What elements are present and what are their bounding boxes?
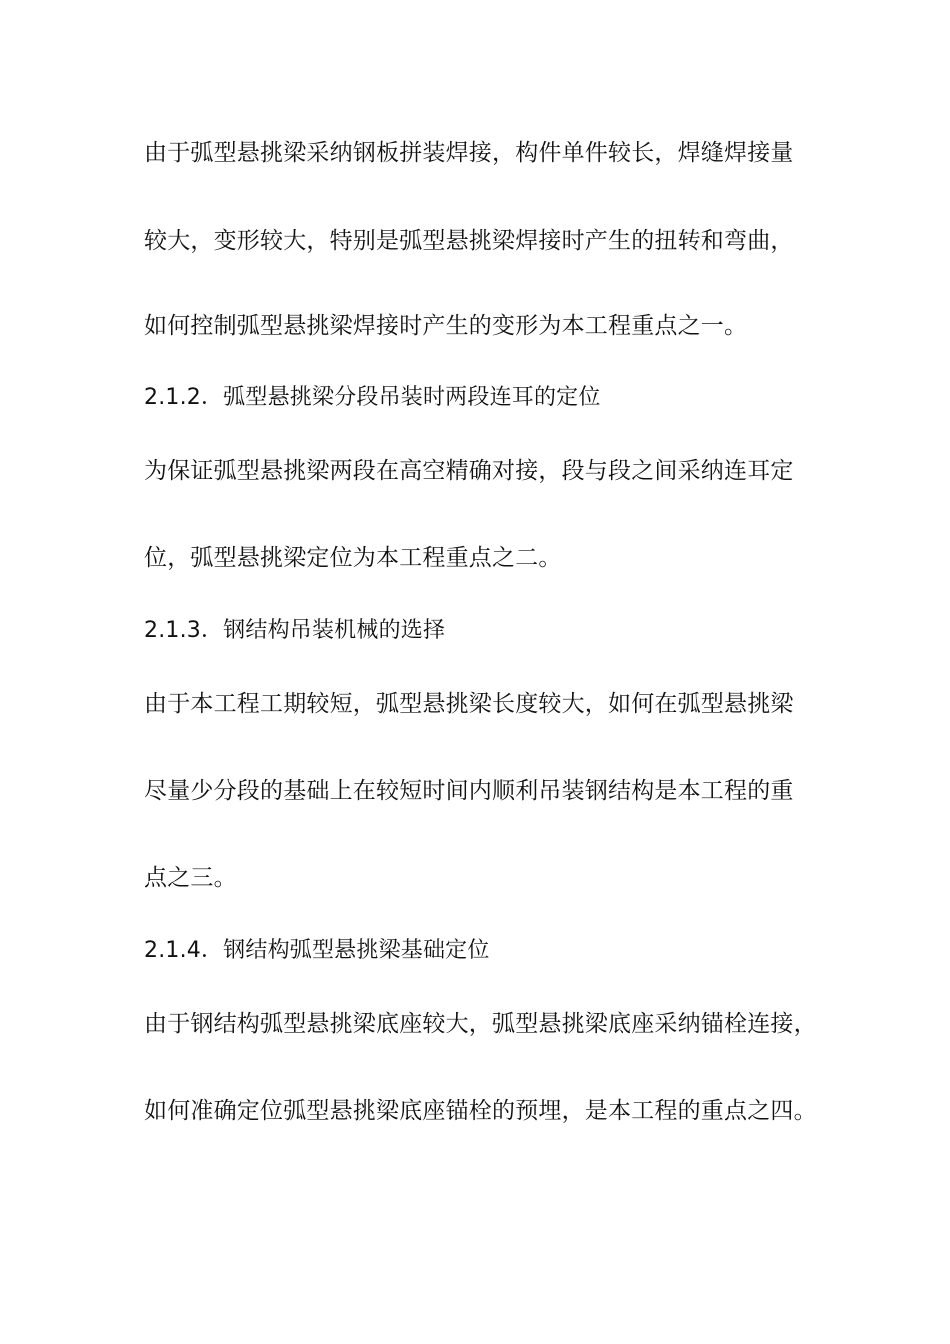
para1-line2: 较大，变形较大，特别是弧型悬挑梁焊接时产生的扭转和弯曲， [144, 228, 794, 254]
para4-line1: 由于钢结构弧型悬挑梁底座较大，弧型悬挑梁底座采纳锚栓连接， [144, 1011, 817, 1037]
para3-line3: 点之三。 [144, 865, 237, 891]
section-heading-2-1-2: 2.1.2．弧型悬挑梁分段吊装时两段连耳的定位 [144, 385, 601, 410]
para1-line1: 由于弧型悬挑梁采纳钢板拼装焊接，构件单件较长，焊缝焊接量 [144, 140, 794, 166]
section-heading-2-1-4: 2.1.4．钢结构弧型悬挑梁基础定位 [144, 938, 490, 963]
para3-line2: 尽量少分段的基础上在较短时间内顺利吊装钢结构是本工程的重 [144, 778, 794, 804]
para3-line1: 由于本工程工期较短，弧型悬挑梁长度较大，如何在弧型悬挑梁 [144, 691, 794, 717]
para2-line2: 位，弧型悬挑梁定位为本工程重点之二。 [144, 545, 562, 571]
section-heading-2-1-3: 2.1.3．钢结构吊装机械的选择 [144, 618, 446, 643]
para2-line1: 为保证弧型悬挑梁两段在高空精确对接，段与段之间采纳连耳定 [144, 458, 794, 484]
para4-line2: 如何准确定位弧型悬挑梁底座锚栓的预埋，是本工程的重点之四。 [144, 1098, 817, 1124]
para1-line3: 如何控制弧型悬挑梁焊接时产生的变形为本工程重点之一。 [144, 313, 748, 339]
